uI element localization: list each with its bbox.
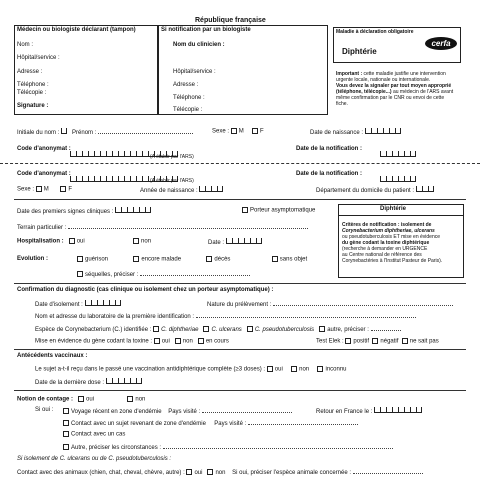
hopital-label: Hôpital/service :: [17, 55, 60, 61]
criteria-line-5: (recherche à demander en URGENCE: [342, 246, 428, 252]
cerfa-logo: cerfa: [425, 37, 457, 50]
premiers-signes-field[interactable]: [115, 207, 151, 216]
premiers-signes-row: Date des premiers signes cliniques :: [17, 207, 151, 216]
divider-3: [14, 349, 466, 350]
autre-contage-field[interactable]: [163, 443, 393, 449]
sequelles-field[interactable]: [140, 270, 250, 276]
contact-pays-field[interactable]: [248, 419, 358, 425]
sequelles-row: séquelles, préciser :: [77, 270, 250, 279]
contact-cas-row: Contact avec un cas: [63, 431, 125, 439]
initiale-field[interactable]: [61, 128, 67, 137]
derniere-dose-field[interactable]: [106, 378, 142, 387]
adresse2-label: Adresse :: [173, 82, 199, 88]
porteur-row: Porteur asymptomatique: [242, 207, 315, 215]
hospitalisation-row: Hospitalisation : oui non: [17, 238, 152, 245]
contact-animaux-row: Contact avec des animaux (chien, chat, cheval, chèvre, autre) : oui non Si oui, préciser l'espèce animale concernée :: [17, 468, 423, 477]
elek-row: Test Elek : positif négatif ne sait pas: [316, 338, 439, 345]
c-diph-checkbox[interactable]: [153, 326, 159, 332]
etablir-ars-1: (A établir par l'ARS): [150, 154, 194, 160]
contage-row: Notion de contage : oui non: [17, 396, 146, 403]
hosp-date-field[interactable]: [226, 238, 262, 247]
sexe-row-bottom: Sexe : M F: [17, 186, 73, 193]
elek-negatif-checkbox[interactable]: [372, 338, 378, 344]
cut-line: [0, 163, 480, 164]
si-oui-label: Si oui :: [35, 407, 54, 413]
contact-revenant-checkbox[interactable]: [63, 420, 69, 426]
hosp-date-row: Date :: [208, 238, 262, 247]
declarant-heading: Médecin ou biologiste déclarant (tampon): [17, 27, 136, 33]
departement-row: Département du domicile du patient :: [316, 186, 434, 195]
sexe-f-checkbox[interactable]: [252, 128, 258, 134]
voyage-checkbox[interactable]: [63, 408, 69, 414]
c-ulc-checkbox[interactable]: [203, 326, 209, 332]
evolution-options: guérison encore malade décès sans objet: [77, 256, 307, 264]
date-notification-label-1: Date de la notification :: [296, 146, 363, 152]
autre-espece-field[interactable]: [371, 325, 401, 331]
autre-espece-checkbox[interactable]: [319, 326, 325, 332]
elek-positif-checkbox[interactable]: [345, 338, 351, 344]
terrain-row: Terrain particulier :: [17, 223, 308, 232]
criteria-line-3: ou pseudotuberculosis ET mise en évidence: [342, 234, 441, 240]
date-isolement-field[interactable]: [85, 300, 121, 309]
signature-label: Signature :: [17, 103, 49, 109]
important-line-2: urgente locale, nationale ou internationale.: [336, 77, 431, 83]
vaccine-non-checkbox[interactable]: [291, 366, 297, 372]
si-isolement-label: Si isolement de C. ulcerans ou de C. pseudotuberculosis :: [17, 456, 172, 462]
form-title: République française: [195, 17, 266, 24]
telephone2-label: Téléphone :: [173, 95, 205, 101]
important-line-7: fiche.: [336, 101, 348, 107]
sexe-m-checkbox[interactable]: [231, 128, 237, 134]
nom-label: Nom :: [17, 42, 34, 48]
date-notification-field-1[interactable]: [380, 144, 416, 162]
criteria-line-6: au Centre national de référence des: [342, 252, 422, 258]
mise-row: Mise en évidence du gène codant la toxine : oui non en cours: [35, 338, 229, 345]
sexe-m-checkbox-2[interactable]: [36, 186, 42, 192]
annee-naissance-row: Année de naissance :: [140, 186, 223, 195]
nom-clinicien-label: Nom du clinicien :: [173, 42, 225, 48]
telecopie2-label: Télécopie :: [173, 107, 203, 113]
vaccine-question-row: Le sujet a-t-il reçu dans le passé une vaccination antidiphtérique complète (≥3 doses) : oui non inconnu: [35, 366, 347, 373]
annee-naissance-field[interactable]: [199, 186, 223, 195]
telephone-label: Téléphone :: [17, 82, 49, 88]
contage-non-checkbox[interactable]: [127, 396, 133, 402]
vaccine-oui-checkbox[interactable]: [267, 366, 273, 372]
evolution-row: Evolution :: [17, 256, 48, 262]
hosp-oui-checkbox[interactable]: [69, 238, 75, 244]
toxine-en-cours-checkbox[interactable]: [198, 338, 204, 344]
criteria-line-1: Critères de notification : isolement de: [342, 222, 432, 228]
date-notification-field-2[interactable]: [380, 169, 416, 187]
retour-field[interactable]: [374, 407, 422, 416]
divider-2: [14, 283, 466, 284]
date-naissance-field[interactable]: [365, 128, 401, 137]
date-isolement-row: Date d'isolement :: [35, 300, 121, 309]
criteria-line-4: du gène codant la toxine diphtérique: [342, 240, 430, 246]
sexe-f-checkbox-2[interactable]: [60, 186, 66, 192]
important-line-6: même confirmation par le CNR ou envoi de cette: [336, 95, 445, 101]
porteur-checkbox[interactable]: [242, 207, 248, 213]
initiale-row: Initiale du nom : Prénom :: [17, 128, 193, 137]
date-notification-label-2: Date de la notification :: [296, 171, 363, 177]
date-naissance-row: Date de naissance :: [310, 128, 401, 137]
autre-contage-checkbox[interactable]: [63, 444, 69, 450]
nature-prelevement-row: Nature du prélèvement :: [207, 300, 453, 309]
sequelles-checkbox[interactable]: [77, 271, 83, 277]
departement-field[interactable]: [416, 186, 434, 195]
hosp-non-checkbox[interactable]: [133, 238, 139, 244]
code-anonymat-label-1: Code d'anonymat :: [17, 146, 71, 152]
important-line-4: (téléphone, télécopie...) au médecin de l'ARS avant: [336, 89, 454, 95]
sexe-row-top: Sexe : M F: [212, 128, 264, 135]
deces-checkbox[interactable]: [206, 256, 212, 262]
important-line-3: Vous devez la signaler par tout moyen approprié: [336, 83, 452, 89]
contact-revenant-row: Contact avec un sujet revenant de zone d'endémie Pays visité :: [63, 419, 358, 428]
diagnostic-heading: Confirmation du diagnostic (cas clinique ou isolement chez un porteur asymptomatique) :: [17, 287, 274, 293]
voyage-pays-field[interactable]: [202, 407, 292, 413]
important-line-1: Important : cette maladie justifie une intervention: [336, 71, 446, 77]
retour-row: Retour en France le :: [316, 407, 422, 416]
biologiste-heading: Si notification par un biologiste: [161, 27, 251, 33]
toxine-oui-checkbox[interactable]: [154, 338, 160, 344]
code-anonymat-label-2: Code d'anonymat :: [17, 171, 71, 177]
toxine-non-checkbox[interactable]: [175, 338, 181, 344]
vaccine-heading: Antécédents vaccinaux :: [17, 353, 88, 359]
labo-field[interactable]: [196, 312, 416, 318]
sans-objet-checkbox[interactable]: [272, 256, 278, 262]
voyage-row: Voyage récent en zone d'endémie Pays visité :: [63, 407, 292, 416]
espece-row: Espèce de Corynebacterium (C.) identifiée : C. diphtheriae C. ulcerans C. pseudotuberculosis autre, préciser :: [35, 325, 401, 334]
criteria-line-7: Corynebactéries à l'Institut Pasteur de Paris).: [342, 258, 443, 264]
adresse-label: Adresse :: [17, 69, 43, 75]
contact-cas-checkbox[interactable]: [63, 431, 69, 437]
etablir-ars-2: (A établir par l'ARS): [150, 178, 194, 184]
c-pseudo-checkbox[interactable]: [247, 326, 253, 332]
vaccine-inconnu-checkbox[interactable]: [317, 366, 323, 372]
disease-name: Diphtérie: [342, 47, 377, 56]
nature-prelevement-field[interactable]: [273, 300, 453, 306]
criteria-line-2: Corynebacterium diphtheriae, ulcerans: [342, 228, 435, 234]
elek-ne-sait-pas-checkbox[interactable]: [402, 338, 408, 344]
criteria-title: Diphtérie: [380, 206, 407, 212]
terrain-field[interactable]: [68, 223, 308, 229]
prenom-field[interactable]: [98, 128, 193, 134]
encore-malade-checkbox[interactable]: [133, 256, 139, 262]
hopital2-label: Hôpital/service :: [173, 69, 216, 75]
autre-row: Autre, préciser les circonstances :: [63, 443, 393, 452]
animaux-non-checkbox[interactable]: [207, 469, 213, 475]
animaux-oui-checkbox[interactable]: [186, 469, 192, 475]
contage-oui-checkbox[interactable]: [78, 396, 84, 402]
derniere-dose-row: Date de la dernière dose :: [35, 378, 142, 387]
labo-row: Nom et adresse du laboratoire de la première identification :: [35, 312, 416, 321]
telecopie-label: Télécopie :: [17, 90, 47, 96]
divider-1: [14, 199, 466, 200]
espece-animale-field[interactable]: [353, 468, 423, 474]
guerison-checkbox[interactable]: [77, 256, 83, 262]
divider-4: [14, 390, 466, 391]
maladie-label: Maladie à déclaration obligatoire: [336, 29, 414, 35]
